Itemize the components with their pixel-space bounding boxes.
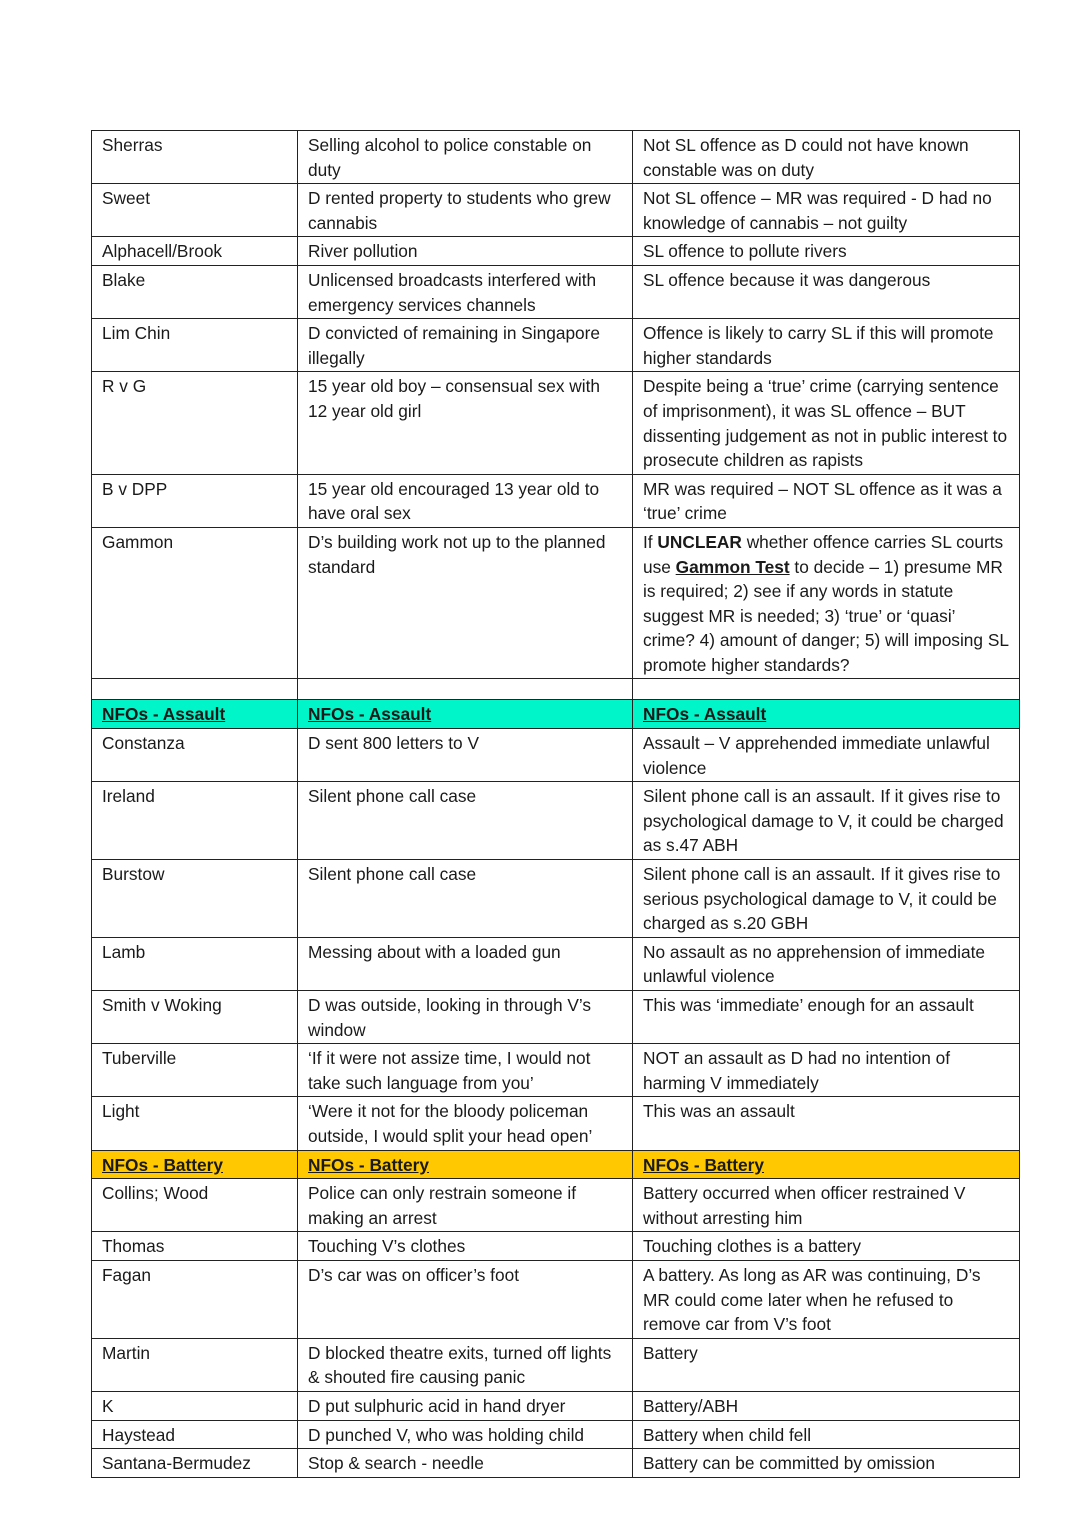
- table-row: [92, 991, 1020, 1044]
- case-facts: D convicted of remaining in Singapore illegally: [298, 319, 633, 372]
- case-name: Tuberville: [92, 1044, 298, 1097]
- case-facts: Selling alcohol to police constable on duty: [298, 131, 633, 184]
- case-law-table: [91, 130, 1020, 1478]
- case-name: Lim Chin: [92, 319, 298, 372]
- case-facts: ‘If it were not assize time, I would not take such language from you’: [298, 1044, 633, 1097]
- case-law: SL offence to pollute rivers: [633, 237, 1020, 266]
- case-facts: ‘Were it not for the bloody policeman outside, I would split your head open’: [298, 1097, 633, 1150]
- table-row: [92, 1260, 1020, 1338]
- case-facts: Messing about with a loaded gun: [298, 937, 633, 990]
- case-name: Ireland: [92, 782, 298, 860]
- case-law: Despite being a ‘true’ crime (carrying sentence of imprisonment), it was SL offence – BUT dissenting judgement as not in public interest to prosecute children as rapists: [633, 372, 1020, 474]
- case-facts: Silent phone call case: [298, 782, 633, 860]
- table-row: [92, 319, 1020, 372]
- table-row: [92, 1391, 1020, 1420]
- case-name: Lamb: [92, 937, 298, 990]
- table-row: [92, 1232, 1020, 1261]
- case-facts: D’s building work not up to the planned standard: [298, 527, 633, 679]
- case-name: Smith v Woking: [92, 991, 298, 1044]
- table-row: [92, 729, 1020, 782]
- case-law: MR was required – NOT SL offence as it was a ‘true’ crime: [633, 474, 1020, 527]
- case-facts: Unlicensed broadcasts interfered with emergency services channels: [298, 265, 633, 318]
- table-row: [92, 131, 1020, 184]
- case-law: Battery when child fell: [633, 1420, 1020, 1449]
- case-law: Assault – V apprehended immediate unlawful violence: [633, 729, 1020, 782]
- case-facts: D sent 800 letters to V: [298, 729, 633, 782]
- case-facts: 15 year old encouraged 13 year old to have oral sex: [298, 474, 633, 527]
- case-facts: D’s car was on officer’s foot: [298, 1260, 633, 1338]
- case-facts: D was outside, looking in through V’s window: [298, 991, 633, 1044]
- case-name: Sherras: [92, 131, 298, 184]
- case-name: Alphacell/Brook: [92, 237, 298, 266]
- case-name: Thomas: [92, 1232, 298, 1261]
- case-law: Touching clothes is a battery: [633, 1232, 1020, 1261]
- case-law: Battery occurred when officer restrained V without arresting him: [633, 1179, 1020, 1232]
- case-name: Light: [92, 1097, 298, 1150]
- table-row: [92, 1044, 1020, 1097]
- case-law: No assault as no apprehension of immediate unlawful violence: [633, 937, 1020, 990]
- case-name: Martin: [92, 1338, 298, 1391]
- table-row: [92, 860, 1020, 938]
- table-row: [92, 1449, 1020, 1478]
- case-facts: D put sulphuric acid in hand dryer: [298, 1391, 633, 1420]
- case-law: Not SL offence as D could not have known constable was on duty: [633, 131, 1020, 184]
- case-name: Constanza: [92, 729, 298, 782]
- case-facts: 15 year old boy – consensual sex with 12 year old girl: [298, 372, 633, 474]
- table-row: [92, 474, 1020, 527]
- case-facts: Silent phone call case: [298, 860, 633, 938]
- blank-row: [92, 679, 1020, 700]
- case-law: Offence is likely to carry SL if this will promote higher standards: [633, 319, 1020, 372]
- case-name: K: [92, 1391, 298, 1420]
- unclear-emphasis: UNCLEAR: [657, 531, 742, 552]
- case-name: Sweet: [92, 184, 298, 237]
- case-name: Santana-Bermudez: [92, 1449, 298, 1478]
- case-name: B v DPP: [92, 474, 298, 527]
- table-row: [92, 937, 1020, 990]
- case-facts: Police can only restrain someone if making an arrest: [298, 1179, 633, 1232]
- case-name: R v G: [92, 372, 298, 474]
- table-row: [92, 237, 1020, 266]
- case-name: Fagan: [92, 1260, 298, 1338]
- case-law: Silent phone call is an assault. If it gives rise to serious psychological damage to V, it could be charged as s.20 GBH: [633, 860, 1020, 938]
- case-name: Burstow: [92, 860, 298, 938]
- case-law: SL offence because it was dangerous: [633, 265, 1020, 318]
- case-law: Battery can be committed by omission: [633, 1449, 1020, 1478]
- case-name: Blake: [92, 265, 298, 318]
- case-name: Haystead: [92, 1420, 298, 1449]
- table-row: [92, 782, 1020, 860]
- case-law: Silent phone call is an assault. If it gives rise to psychological damage to V, it could be charged as s.47 ABH: [633, 782, 1020, 860]
- section-header-assault: NFOs - Assault NFOs - Assault NFOs - Assault: [92, 700, 1020, 729]
- case-law: Battery: [633, 1338, 1020, 1391]
- case-name: Collins; Wood: [92, 1179, 298, 1232]
- case-law: This was ‘immediate’ enough for an assault: [633, 991, 1020, 1044]
- section-header-battery: NFOs - Battery NFOs - Battery NFOs - Battery: [92, 1150, 1020, 1179]
- case-law: Not SL offence – MR was required - D had no knowledge of cannabis – not guilty: [633, 184, 1020, 237]
- table-row: [92, 372, 1020, 474]
- table-row: [92, 265, 1020, 318]
- case-law: A battery. As long as AR was continuing, D’s MR could come later when he refused to remove car from V’s foot: [633, 1260, 1020, 1338]
- table-row: [92, 1179, 1020, 1232]
- case-law: Battery/ABH: [633, 1391, 1020, 1420]
- case-name: Gammon: [92, 527, 298, 679]
- case-facts: River pollution: [298, 237, 633, 266]
- table-row: [92, 527, 1020, 679]
- case-law: If UNCLEAR whether offence carries SL courts use Gammon Test to decide – 1) presume MR is required; 2) see if any words in statute suggest MR is needed; 3) ‘true’ or ‘quasi’ crime? 4) amount of danger; 5) will imposing SL promote higher standards?: [633, 527, 1020, 679]
- gammon-test-term: Gammon Test: [675, 556, 790, 577]
- case-law: This was an assault: [633, 1097, 1020, 1150]
- case-law: NOT an assault as D had no intention of harming V immediately: [633, 1044, 1020, 1097]
- case-facts: Stop & search - needle: [298, 1449, 633, 1478]
- case-facts: D blocked theatre exits, turned off lights & shouted fire causing panic: [298, 1338, 633, 1391]
- case-facts: Touching V’s clothes: [298, 1232, 633, 1261]
- table-row: [92, 1338, 1020, 1391]
- case-facts: D rented property to students who grew cannabis: [298, 184, 633, 237]
- table-row: [92, 184, 1020, 237]
- case-facts: D punched V, who was holding child: [298, 1420, 633, 1449]
- table-row: [92, 1097, 1020, 1150]
- table-row: [92, 1420, 1020, 1449]
